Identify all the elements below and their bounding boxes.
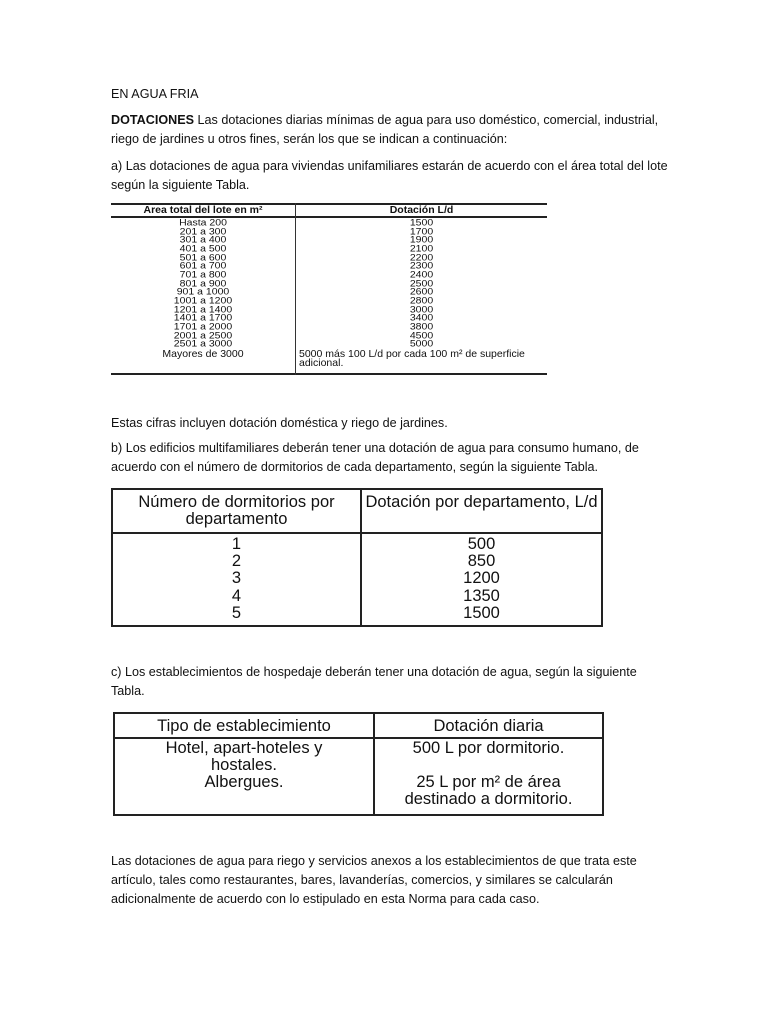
table-cell: 3000	[409, 304, 434, 315]
table-cell: 2	[231, 552, 242, 571]
table-cell: 500	[467, 535, 496, 553]
table-cell: 1001 a 1200	[173, 295, 233, 307]
table3-row1-tipo: Hotel, apart-hoteles y hostales.	[165, 739, 323, 774]
table-cell: 301 a 400	[179, 235, 227, 246]
table-cell: 5000	[409, 339, 434, 350]
table-cell: 2600	[409, 287, 434, 298]
table-cell: 3	[231, 569, 242, 588]
closing-paragraph: Las dotaciones de agua para riego y servicios anexos a los establecimientos de que trata este artículo, tales como restaurantes, bares, lavanderías, comercios, y similares se calcularán adicionalmente de acuerdo con lo estipulado en esta Norma para cada caso.	[111, 854, 637, 906]
table2-header-dotacion: Dotación por departamento, L/d	[365, 493, 598, 511]
paragraph-a: a) Las dotaciones de agua para viviendas unifamiliares estarán de acuerdo con el área total del lote según la siguiente Tabla.	[111, 159, 668, 192]
table-lodging-dotation	[113, 712, 604, 816]
table-cell: 1700	[409, 226, 434, 237]
table-bedrooms-dotation	[111, 488, 603, 627]
table1-area-column	[111, 219, 295, 349]
header-divider	[111, 216, 547, 218]
table-cell: 5	[231, 603, 242, 622]
paragraph-c: c) Los establecimientos de hospedaje deberán tener una dotación de agua, según la siguiente Tabla.	[111, 665, 637, 698]
row-gap	[375, 757, 602, 774]
table-cell: 1401 a 1700	[173, 313, 233, 324]
table-cell: 201 a 300	[179, 226, 227, 237]
table3-header-dotacion: Dotación diaria	[433, 717, 544, 735]
table-cell: 1701 a 2000	[173, 321, 233, 333]
table-cell: 2800	[409, 295, 434, 307]
table-cell: 2100	[409, 243, 434, 255]
table-cell: 801 a 900	[179, 278, 227, 289]
table2-header-dormitorios: Número de dormitorios por departamento	[138, 493, 335, 528]
table-lot-area-dotation	[111, 203, 547, 375]
table3-dotacion-cell	[375, 740, 602, 808]
table-cell: 2001 a 2500	[173, 330, 233, 341]
table-cell: Hasta 200	[179, 217, 227, 229]
table3-row2-tipo: Albergues.	[204, 773, 284, 791]
intro-text: Las dotaciones diarias mínimas de agua para uso doméstico, comercial, industrial, riego de jardines u otros fines, serán los que se indican a continuación:	[111, 113, 659, 146]
table-cell: 2500	[409, 278, 434, 289]
table-cell: 1200	[463, 569, 500, 588]
table-cell: 3400	[409, 313, 434, 324]
note-paragraph: Estas cifras incluyen dotación doméstica y riego de jardines.	[111, 416, 448, 430]
table1-header-dotacion: Dotación L/d	[389, 204, 454, 216]
table-cell: 501 a 600	[179, 252, 227, 263]
table-cell: 901 a 1000	[176, 287, 230, 298]
table2-dotacion-column	[362, 536, 601, 622]
table-cell: 850	[467, 552, 496, 571]
paragraph-b: b) Los edificios multifamiliares deberán tener una dotación de agua para consumo humano, de acuerdo con el número de dormitorios de cada departamento, según la siguiente Tabla.	[111, 441, 639, 474]
table1-last-area: Mayores de 3000	[162, 348, 244, 360]
table-cell: 1	[231, 535, 242, 553]
table3-row2-dotacion: 25 L por m² de área destinado a dormitorio.	[404, 773, 573, 808]
table-cell: 601 a 700	[179, 261, 227, 272]
table-cell: 1201 a 1400	[173, 304, 233, 315]
table3-tipo-cell	[115, 740, 373, 791]
table-cell: 1500	[409, 217, 434, 229]
table-cell: 2300	[409, 261, 434, 272]
table2-dormitorios-column	[113, 536, 360, 622]
section-heading: EN AGUA FRIA	[111, 87, 199, 101]
table1-header-area: Area total del lote en m²	[143, 204, 263, 216]
table1-dotacion-column	[296, 219, 547, 349]
table-cell: 4	[231, 586, 242, 605]
intro-bold-term: DOTACIONES	[111, 113, 195, 127]
table-cell: 1350	[463, 586, 500, 605]
table1-last-dotacion: 5000 más 100 L/d por cada 100 m² de superficie adicional.	[299, 348, 525, 369]
table-cell: 401 a 500	[179, 243, 227, 255]
intro-paragraph	[111, 111, 671, 149]
table-cell: 2200	[409, 252, 434, 263]
table-cell: 1500	[463, 603, 500, 622]
table-cell: 3800	[409, 321, 434, 333]
table-cell: 2501 a 3000	[173, 339, 233, 350]
table-cell: 701 a 800	[179, 269, 227, 281]
header-divider	[113, 532, 601, 534]
table-cell: 1900	[409, 235, 434, 246]
table3-row1-dotacion: 500 L por dormitorio.	[412, 739, 565, 757]
table-cell: 4500	[409, 330, 434, 341]
table3-header-tipo: Tipo de establecimiento	[157, 717, 331, 735]
table-cell: 2400	[409, 269, 434, 281]
